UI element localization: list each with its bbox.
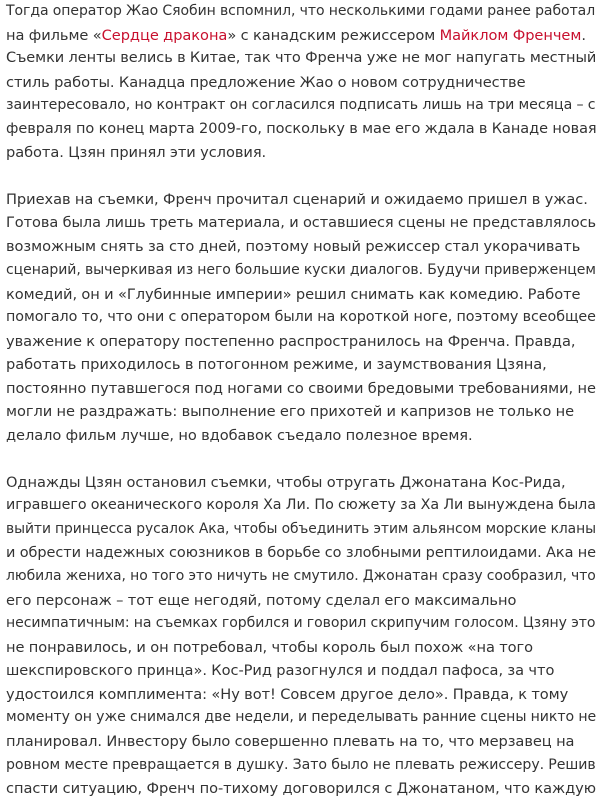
- text-line: февраля по конец марта 2009-го, поскольку в мае его ждала в Канаде новая: [6, 120, 597, 137]
- text-line: и обрести надежных союзников в борьбе со злобными рептилоидами. Ака не: [6, 544, 597, 561]
- text-line: любила жениха, но того это ничуть не смутило. Джонатан сразу сообразил, что: [6, 568, 596, 585]
- text-line: [6, 24, 596, 48]
- text-fragment: .: [581, 26, 586, 44]
- text-line: сценарий, вычеркивая из него большие куски диалогов. Будучи приверженцем: [6, 262, 596, 279]
- text-line: работать приходилось в потогонном режиме, и заумствования Цзяна,: [6, 356, 547, 374]
- text-line: его персонаж – тот еще негодяй, потому сделал его максимально: [6, 591, 517, 609]
- link-michael-french[interactable]: Майклом Френчем: [439, 26, 582, 44]
- paragraph-3: [6, 471, 596, 801]
- text-line: Приехав на съемки, Френч прочитал сценарий и ожидаемо пришел в ужас.: [6, 191, 588, 209]
- text-line: моменту он уже снимался две недели, и переделывать ранние сцены никто не: [6, 709, 597, 726]
- text-line: Готова была лишь треть материала, и оставшиеся сцены не представлялось: [6, 214, 597, 231]
- text-line: игравшего океанического короля Ха Ли. По сюжету за Ха Ли вынуждена была: [6, 497, 596, 514]
- text-line: могли не раздражать: выполнение его прихотей и капризов не только не: [6, 403, 575, 421]
- text-line: помогало то, что они с оператором были на короткой ноге, поэтому всеобщее: [6, 309, 596, 326]
- text-line: шекспировского принца». Кос-Рид разогнулся и поддал пафоса, за что: [6, 662, 555, 680]
- text-line: уважение к оператору постепенно распространилось на Френча. Правда,: [6, 332, 576, 350]
- text-line: постоянно путавшегося под ногами со своими бредовыми требованиями, не: [6, 379, 596, 397]
- text-line: заинтересовало, но контракт он согласился подписать лишь на три месяца – с: [6, 97, 596, 114]
- text-line: Однажды Цзян остановил съемки, чтобы отругать Джонатана Кос-Рида,: [6, 473, 566, 491]
- paragraph-1: [6, 0, 596, 165]
- text-line: ровном месте превращается в душку. Зато было не плевать режиссеру. Решив: [6, 756, 596, 773]
- text-line: работа. Цзян принял эти условия.: [6, 144, 267, 162]
- text-line: возможным снять за сто дней, поэтому новый режиссер стал укорачивать: [6, 238, 581, 256]
- paragraph-2: [6, 188, 596, 447]
- text-line: не понравилось, и он потребовал, чтобы король был похож «на того: [6, 638, 534, 656]
- text-line: несимпатичным: на съемках горбился и говорил скрипучим голосом. Цзяну это: [6, 615, 596, 632]
- text-fragment: на фильме «: [6, 26, 102, 44]
- text-line: Тогда оператор Жао Сяобин вспомнил, что несколькими годами ранее работал: [6, 3, 596, 19]
- text-line: спасти ситуацию, Френч по-тихому договорился с Джонатаном, что каждую: [6, 780, 596, 798]
- text-line: выйти принцесса русалок Ака, чтобы объединить этим альянсом морские кланы: [6, 521, 596, 538]
- text-line: удостоился комплимента: «Ну вот! Совсем другое дело». Правда, к тому: [6, 685, 569, 703]
- link-heart-of-dragon[interactable]: Сердце дракона: [101, 26, 228, 44]
- text-line: планировал. Инвестору было совершенно плевать на то, что мерзавец на: [6, 732, 575, 750]
- text-line: Съемки ленты велись в Китае, так что Френча уже не мог напугать местный: [6, 50, 597, 67]
- text-line: делало фильм лучше, но вдобавок съедало полезное время.: [6, 426, 473, 444]
- text-line: комедий, он и «Глубинные империи» решил снимать как комедию. Работе: [6, 285, 581, 303]
- text-line: стиль работы. Канадца предложение Жао о новом сотрудничестве: [6, 73, 526, 91]
- text-fragment: » с канадским режиссером: [227, 26, 440, 44]
- article-body: [6, 0, 596, 801]
